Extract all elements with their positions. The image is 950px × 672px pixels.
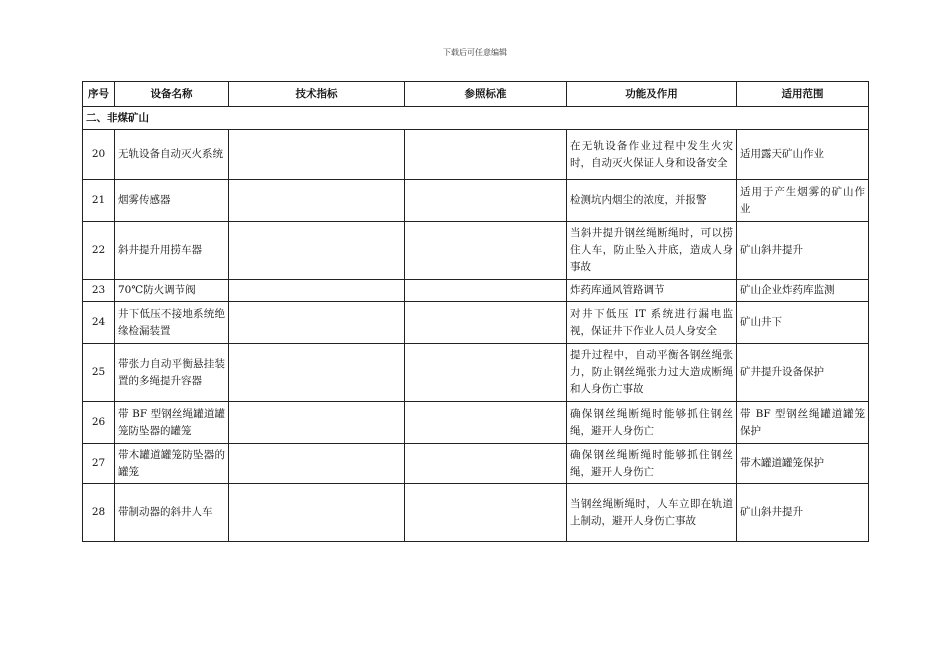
row-no-cell: 27: [83, 444, 115, 484]
row-standard-cell: [405, 180, 567, 222]
row-spec-cell: [229, 130, 405, 180]
row-function-cell: 检测坑内烟尘的浓度，并报警: [567, 180, 737, 222]
row-function-cell: 提升过程中，自动平衡各钢丝绳张力，防止钢丝绳张力过大造成断绳和人身伤亡事故: [567, 344, 737, 402]
row-spec-cell: [229, 222, 405, 280]
table-row: [83, 222, 869, 280]
row-function-cell: 当斜井提升钢丝绳断绳时，可以捞住人车，防止坠入井底，造成人身事故: [567, 222, 737, 280]
row-name-cell: 带 BF 型钢丝绳罐道罐笼防坠器的罐笼: [115, 402, 229, 444]
row-function-cell: 确保钢丝绳断绳时能够抓住钢丝绳，避开人身伤亡: [567, 402, 737, 444]
equipment-table: [82, 81, 869, 542]
row-standard-cell: [405, 444, 567, 484]
table-row: [83, 130, 869, 180]
row-scope-cell: 矿井提升设备保护: [737, 344, 869, 402]
row-function-cell: 当钢丝绳断绳时，人车立即在轨道上制动，避开人身伤亡事故: [567, 484, 737, 542]
table-row: [83, 444, 869, 484]
row-scope-cell: 带 BF 型钢丝绳罐道罐笼保护: [737, 402, 869, 444]
row-scope-cell: 矿山斜井提升: [737, 484, 869, 542]
row-spec-cell: [229, 280, 405, 302]
row-standard-cell: [405, 344, 567, 402]
row-no-cell: 26: [83, 402, 115, 444]
row-name-cell: 井下低压不接地系统绝缘检漏装置: [115, 302, 229, 344]
row-standard-cell: [405, 130, 567, 180]
row-standard-cell: [405, 302, 567, 344]
row-name-cell: 无轨设备自动灭火系统: [115, 130, 229, 180]
row-no-cell: 25: [83, 344, 115, 402]
row-standard-cell: [405, 402, 567, 444]
row-spec-cell: [229, 302, 405, 344]
row-spec-cell: [229, 444, 405, 484]
row-name-cell: 斜井提升用捞车器: [115, 222, 229, 280]
header-standard: 参照标准: [405, 82, 567, 107]
row-no-cell: 23: [83, 280, 115, 302]
table-row: [83, 280, 869, 302]
row-function-cell: 对井下低压 IT 系统进行漏电监视，保证井下作业人员人身安全: [567, 302, 737, 344]
row-scope-cell: 矿山斜井提升: [737, 222, 869, 280]
table-row: [83, 484, 869, 542]
header-no: 序号: [83, 82, 115, 107]
row-scope-cell: 矿山企业炸药库监测: [737, 280, 869, 302]
row-scope-cell: 适用于产生烟雾的矿山作业: [737, 180, 869, 222]
table-row: [83, 302, 869, 344]
row-no-cell: 21: [83, 180, 115, 222]
row-scope-cell: 适用露天矿山作业: [737, 130, 869, 180]
row-standard-cell: [405, 222, 567, 280]
page-header-note: 下载后可任意编辑: [443, 48, 507, 57]
section-row: [83, 107, 869, 130]
row-function-cell: 炸药库通风管路调节: [567, 280, 737, 302]
header-function: 功能及作用: [567, 82, 737, 107]
row-scope-cell: 矿山井下: [737, 302, 869, 344]
row-name-cell: 带张力自动平衡悬挂装置的多绳提升容器: [115, 344, 229, 402]
row-spec-cell: [229, 484, 405, 542]
header-name: 设备名称: [115, 82, 229, 107]
row-name-cell: 带制动器的斜井人车: [115, 484, 229, 542]
table-row: [83, 180, 869, 222]
row-name-cell: 烟雾传感器: [115, 180, 229, 222]
row-no-cell: 28: [83, 484, 115, 542]
table-row: [83, 402, 869, 444]
row-no-cell: 22: [83, 222, 115, 280]
row-function-cell: 确保钢丝绳断绳时能够抓住钢丝绳，避开人身伤亡: [567, 444, 737, 484]
row-scope-cell: 带木罐道罐笼保护: [737, 444, 869, 484]
table-header-row: [83, 82, 869, 107]
table-row: [83, 344, 869, 402]
row-no-cell: 20: [83, 130, 115, 180]
header-scope: 适用范围: [737, 82, 869, 107]
row-name-cell: 带木罐道罐笼防坠器的罐笼: [115, 444, 229, 484]
row-name-cell: 70℃防火调节阀: [115, 280, 229, 302]
section-title: 二、非煤矿山: [83, 107, 869, 130]
row-function-cell: 在无轨设备作业过程中发生火灾时，自动灭火保证人身和设备安全: [567, 130, 737, 180]
row-standard-cell: [405, 484, 567, 542]
row-standard-cell: [405, 280, 567, 302]
row-no-cell: 24: [83, 302, 115, 344]
row-spec-cell: [229, 180, 405, 222]
row-spec-cell: [229, 344, 405, 402]
header-spec: 技术指标: [229, 82, 405, 107]
row-spec-cell: [229, 402, 405, 444]
